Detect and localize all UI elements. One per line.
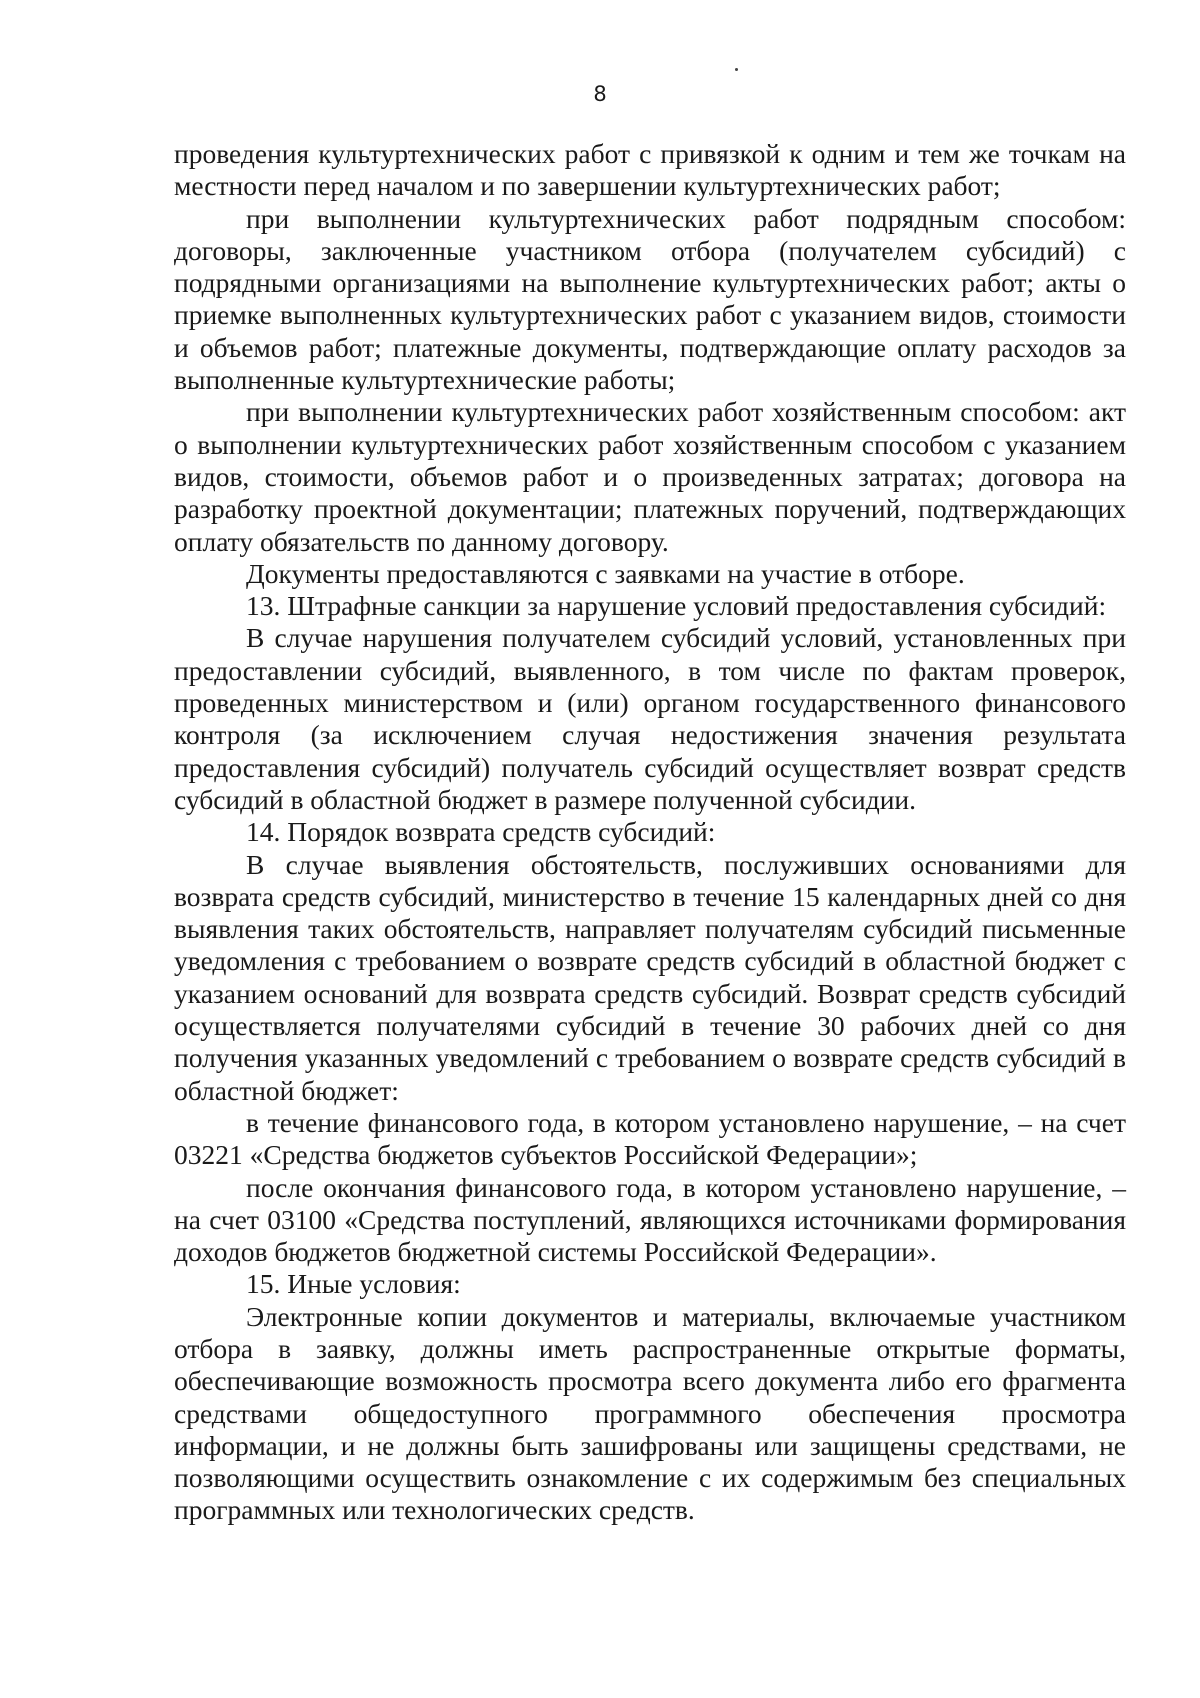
paragraph-economic-method: при выполнении культуртехнических работ хозяйственным способом: акт о выполнении культуртехнических работ хозяйственным способом с указанием видов, стоимости, объемов работ и о произведенных затратах; договора на разработку проектной документации; платежных поручений, подтверждающих оплату обязательств по данному договору. xyxy=(174,396,1126,557)
paragraph-penalties: В случае нарушения получателем субсидий условий, установленных при предоставлении субсидий, выявленного, в том числе по фактам проверок, проведенных министерством и (или) органом государственного финансового контроля (за исключением случая недостижения значения результата предоставления субсидий) получатель субсидий осуществляет возврат средств субсидий в областной бюджет в размере полученной субсидии. xyxy=(174,622,1126,815)
paragraph-continuation: проведения культуртехнических работ с привязкой к одним и тем же точкам на местности перед началом и по завершении культуртехнических работ; xyxy=(174,138,1126,202)
paragraph-refund-procedure: В случае выявления обстоятельств, послуживших основаниями для возврата средств субсидий, министерство в течение 15 календарных дней со дня выявления таких обстоятельств, направляет получателям субсидий письменные уведомления с требованием о возврате средств субсидий в областной бюджет с указанием оснований для возврата средств субсидий. Возврат средств субсидий осуществляется получателями субсидий в течение 30 рабочих дней со дня получения указанных уведомлений с требованием о возврате средств субсидий в областной бюджет: xyxy=(174,848,1126,1106)
paragraph-refund-current-year: в течение финансового года, в котором установлено нарушение, – на счет 03221 «Средства бюджетов субъектов Российской Федерации»; xyxy=(174,1106,1126,1171)
paragraph-electronic-copies: Электронные копии документов и материалы, включаемые участником отбора в заявку, должны иметь распространенные открытые форматы, обеспечивающие возможность просмотра всего документа либо его фрагмента средствами общедоступного программного обеспечения просмотра информации, и не должны быть зашифрованы или защищены средствами, не позволяющими осуществить ознакомление с их содержимым без специальных программных или технологических средств. xyxy=(174,1300,1126,1526)
paragraph-contract-method: при выполнении культуртехнических работ подрядным способом: договоры, заключенные участником отбора (получателем субсидий) с подрядными организациями на выполнение культуртехнических работ; акты о приемке выполненных культуртехнических работ с указанием видов, стоимости и объемов работ; платежные документы, подтверждающие оплату расходов за выполненные культуртехнические работы; xyxy=(174,202,1126,396)
section-14-heading: 14. Порядок возврата средств субсидий: xyxy=(246,816,716,848)
section-13-heading: 13. Штрафные санкции за нарушение условий предоставления субсидий: xyxy=(246,590,1107,622)
page-number: 8 xyxy=(593,82,607,106)
paragraph-refund-after-year: после окончания финансового года, в котором установлено нарушение, – на счет 03100 «Средства поступлений, являющихся источниками формирования доходов бюджетов бюджетной системы Российской Федерации». xyxy=(174,1171,1126,1268)
section-15-heading: 15. Иные условия: xyxy=(246,1268,461,1300)
scan-artifact-dot xyxy=(735,68,738,71)
document-body xyxy=(174,138,1126,1527)
paragraph-documents-submission: Документы предоставляются с заявками на участие в отборе. xyxy=(246,557,965,589)
